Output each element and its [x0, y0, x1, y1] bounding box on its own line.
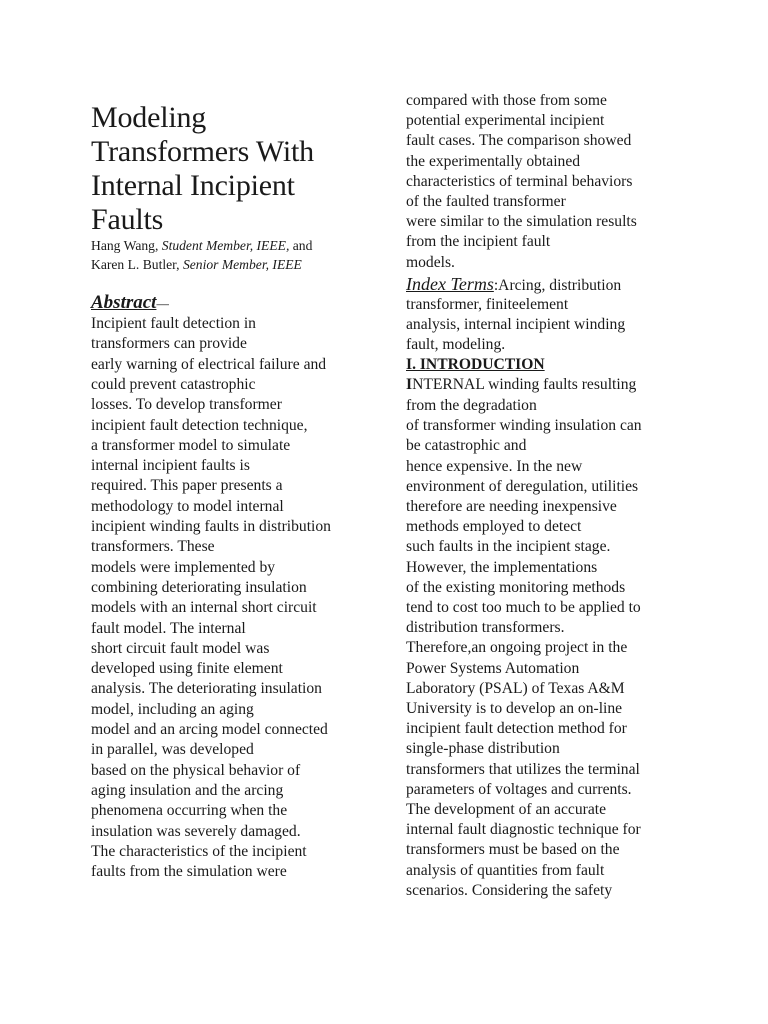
- text-line: transformers must be based on the: [406, 841, 620, 859]
- text-line: aging insulation and the arcing: [91, 781, 284, 799]
- abstract-dash: —: [156, 297, 169, 312]
- text-line: methodology to model internal: [91, 497, 284, 515]
- text-line: could prevent catastrophic: [91, 375, 256, 393]
- text-line: analysis, internal incipient winding: [406, 316, 626, 334]
- author-suffix: and: [289, 238, 313, 253]
- text-line: such faults in the incipient stage.: [406, 538, 611, 556]
- intro-dropcap: I: [406, 376, 413, 393]
- text-line: analysis of quantities from fault: [406, 861, 605, 879]
- paper-title-line: Faults: [91, 203, 164, 236]
- index-terms-text: :Arcing, distribution: [493, 277, 622, 294]
- text-line: therefore are needing inexpensive: [406, 498, 617, 515]
- text-line: University is to develop an on-line: [406, 700, 623, 717]
- text-line: The development of an accurate: [406, 801, 607, 818]
- paper-title-line: Transformers With: [91, 135, 314, 168]
- text-line: Therefore,an ongoing project in the: [406, 639, 628, 657]
- author-name: Karen L. Butler,: [91, 257, 183, 272]
- text-line: The characteristics of the incipient: [91, 842, 307, 860]
- index-terms-line: [406, 274, 621, 296]
- text-line: developed using finite element: [91, 660, 283, 678]
- author-line: [91, 237, 312, 255]
- text-line: models.: [406, 253, 455, 271]
- paper-title-line: Internal Incipient: [91, 169, 295, 202]
- text-line: However, the implementations: [406, 558, 598, 576]
- text-line: methods employed to detect: [406, 518, 582, 536]
- text-line: combining deteriorating insulation: [91, 578, 307, 596]
- text-line: environment of deregulation, utilities: [406, 477, 639, 495]
- text-line: tend to cost too much to be applied to: [406, 599, 641, 616]
- text-line: single-phase distribution: [406, 740, 560, 758]
- text-line: transformers that utilizes the terminal: [406, 760, 640, 778]
- text-line: phenomena occurring when the: [91, 802, 288, 820]
- text-line: Power Systems Automation: [406, 659, 580, 677]
- text-line: incipient winding faults in distribution: [91, 518, 331, 535]
- author-line: [91, 256, 302, 274]
- text-line: of the existing monitoring methods: [406, 578, 626, 596]
- text-line: scenarios. Considering the safety: [406, 881, 613, 899]
- text-line: models were implemented by: [91, 558, 276, 576]
- text-line: potential experimental incipient: [406, 112, 605, 130]
- author-role: Student Member, IEEE,: [161, 238, 290, 253]
- text-line: analysis. The deteriorating insulation: [91, 680, 322, 698]
- text-line: faults from the simulation were: [91, 863, 287, 881]
- author-role: Senior Member, IEEE: [182, 257, 302, 272]
- index-terms-heading: Index Terms: [406, 274, 494, 294]
- text-line: transformers. These: [91, 538, 215, 556]
- text-line: of the faulted transformer: [406, 193, 566, 210]
- text-line: model and an arcing model connected: [91, 721, 328, 738]
- text-line: characteristics of terminal behaviors: [406, 172, 633, 190]
- text-line: insulation was severely damaged.: [91, 822, 301, 840]
- text-line: early warning of electrical failure and: [91, 355, 327, 373]
- text-line: based on the physical behavior of: [91, 761, 301, 779]
- text-line: transformer, finiteelement: [406, 296, 569, 313]
- text-line: of transformer winding insulation can: [406, 417, 642, 435]
- text-line: short circuit fault model was: [91, 639, 270, 657]
- text-line: models with an internal short circuit: [91, 599, 317, 617]
- text-line: incipient fault detection method for: [406, 720, 627, 738]
- intro-first-line: [406, 375, 636, 395]
- text-line: fault model. The internal: [91, 619, 246, 637]
- abstract-heading-text: Abstract: [91, 292, 157, 313]
- text-line: distribution transformers.: [406, 619, 565, 637]
- text-line: compared with those from some: [406, 92, 607, 109]
- text-line: fault cases. The comparison showed: [406, 132, 632, 150]
- intro-first-text: NTERNAL winding faults resulting: [412, 376, 637, 393]
- text-line: internal fault diagnostic technique for: [406, 821, 641, 839]
- text-line: be catastrophic and: [406, 437, 527, 455]
- text-line: internal incipient faults is: [91, 457, 250, 475]
- text-line: Incipient fault detection in: [91, 315, 256, 332]
- text-line: parameters of voltages and currents.: [406, 780, 632, 798]
- text-line: incipient fault detection technique,: [91, 416, 308, 434]
- text-line: in parallel, was developed: [91, 741, 254, 759]
- text-line: model, including an aging: [91, 700, 254, 718]
- text-line: fault, modeling.: [406, 336, 506, 354]
- author-name: Hang Wang,: [91, 238, 162, 253]
- text-line: losses. To develop transformer: [91, 396, 282, 414]
- text-line: a transformer model to simulate: [91, 436, 291, 454]
- text-line: the experimentally obtained: [406, 152, 581, 170]
- section-heading-introduction: I. INTRODUCTION: [406, 356, 545, 373]
- text-line: transformers can provide: [91, 335, 247, 353]
- text-line: from the degradation: [406, 397, 537, 414]
- text-line: from the incipient fault: [406, 233, 551, 251]
- paper-title-line: Modeling: [91, 101, 207, 134]
- text-line: hence expensive. In the new: [406, 457, 583, 475]
- text-line: Laboratory (PSAL) of Texas A&M: [406, 679, 625, 697]
- text-line: were similar to the simulation results: [406, 213, 637, 231]
- text-line: required. This paper presents a: [91, 477, 283, 495]
- abstract-heading: [91, 292, 169, 316]
